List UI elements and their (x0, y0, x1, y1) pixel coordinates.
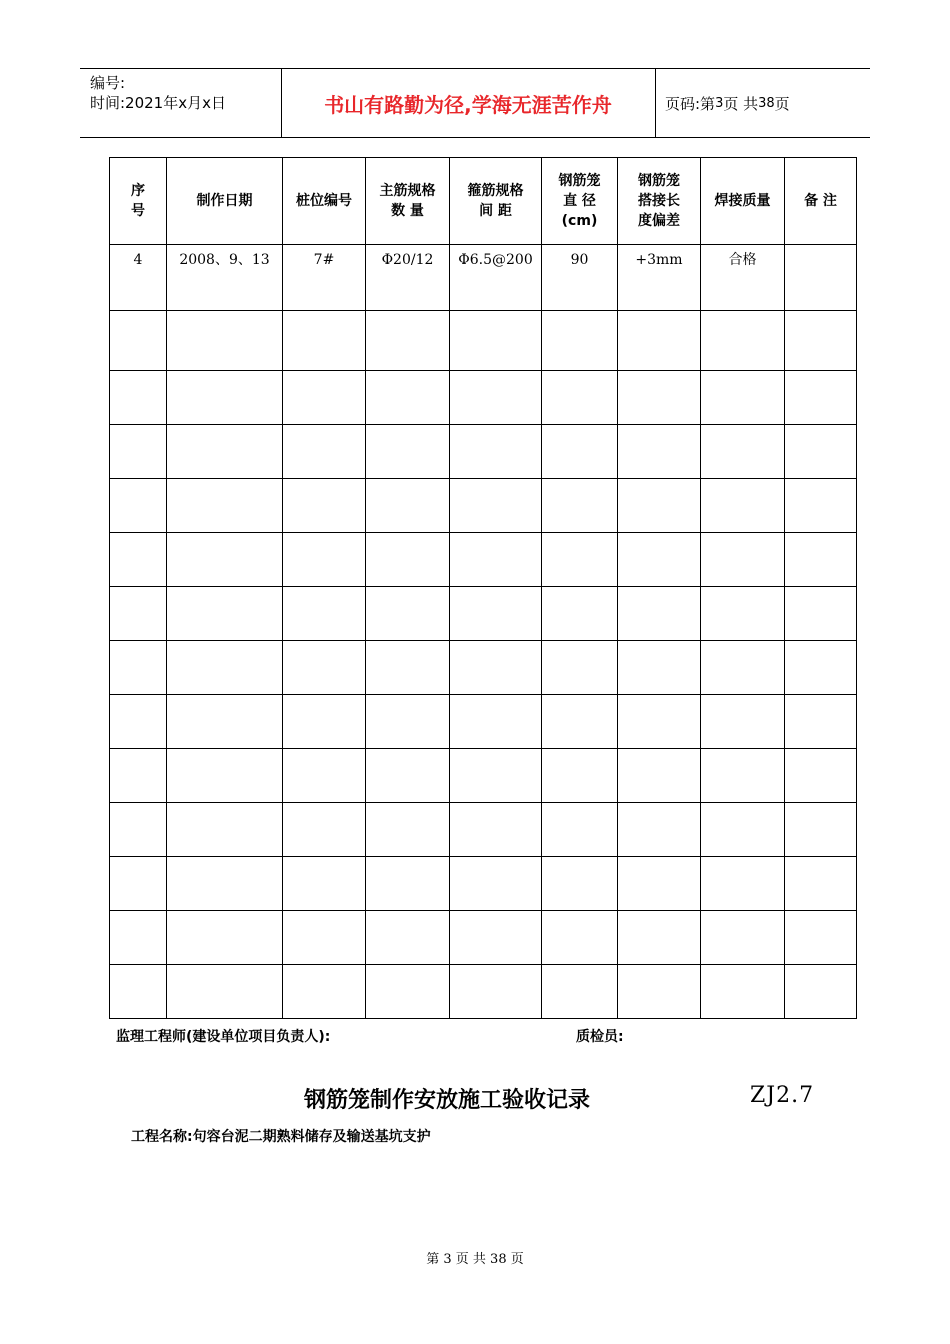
table-cell: 合格 (701, 245, 785, 311)
page-header (80, 68, 870, 138)
table-cell (618, 749, 701, 803)
table-cell (450, 641, 542, 695)
column-header (110, 158, 167, 245)
table-cell (110, 371, 167, 425)
inspector-signature-label: 质检员: (576, 1029, 624, 1045)
column-header-line: 号 (131, 203, 145, 219)
table-cell (366, 749, 450, 803)
column-header-line: 序 (131, 183, 145, 199)
table-cell (618, 425, 701, 479)
table-cell (618, 533, 701, 587)
table-cell (618, 371, 701, 425)
table-cell (701, 965, 785, 1019)
table-cell (701, 641, 785, 695)
table-cell (167, 311, 283, 371)
table-cell (785, 533, 857, 587)
column-header-line: 箍筋规格 (467, 183, 524, 199)
column-header-line: 间 距 (479, 203, 512, 219)
table-row (110, 803, 857, 857)
table-cell (366, 311, 450, 371)
table-cell (283, 911, 366, 965)
table-cell (701, 533, 785, 587)
column-header (542, 158, 618, 245)
table-cell (450, 533, 542, 587)
table-cell (110, 425, 167, 479)
column-header-line: 搭接长 (638, 193, 680, 209)
table-cell (366, 965, 450, 1019)
table-cell (618, 857, 701, 911)
table-cell (110, 695, 167, 749)
table-cell (542, 641, 618, 695)
table-cell (785, 311, 857, 371)
column-header (618, 158, 701, 245)
table-row (110, 641, 857, 695)
table-cell (785, 695, 857, 749)
table-cell (283, 425, 366, 479)
table-cell (450, 749, 542, 803)
table-cell (167, 857, 283, 911)
table-cell (785, 965, 857, 1019)
supervisor-signature-label: 监理工程师(建设单位项目负责人): (116, 1029, 331, 1045)
table-cell (785, 857, 857, 911)
table-cell (366, 479, 450, 533)
table-cell (618, 803, 701, 857)
table-cell (283, 641, 366, 695)
table-cell (110, 587, 167, 641)
page-number: 3 (715, 95, 724, 111)
page-total: 38 (758, 95, 775, 111)
table-cell (283, 479, 366, 533)
page-suffix: 页 (774, 94, 790, 113)
table-cell (167, 911, 283, 965)
column-header-line: 度偏差 (638, 213, 680, 229)
table-cell (366, 857, 450, 911)
table-cell (618, 695, 701, 749)
table-cell (785, 749, 857, 803)
table-cell (542, 857, 618, 911)
form-code: ZJ2.7 (750, 1083, 815, 1108)
table-cell (542, 587, 618, 641)
header-divider (655, 69, 656, 137)
table-cell (450, 857, 542, 911)
column-header-line: 焊接质量 (714, 193, 771, 209)
table-cell (542, 371, 618, 425)
table-cell (618, 311, 701, 371)
table-cell (701, 695, 785, 749)
table-cell (542, 749, 618, 803)
table-cell (542, 695, 618, 749)
table-cell (450, 479, 542, 533)
table-cell (542, 533, 618, 587)
column-header-line: 直 径 (563, 193, 596, 209)
table-cell (283, 533, 366, 587)
table-cell (167, 533, 283, 587)
table-row (110, 371, 857, 425)
table-cell (110, 641, 167, 695)
table-cell (110, 965, 167, 1019)
table-header-row (110, 158, 857, 245)
number-label: 编号: (90, 74, 126, 92)
table-cell (110, 311, 167, 371)
table-row (110, 911, 857, 965)
table-cell (618, 965, 701, 1019)
table-cell (785, 911, 857, 965)
table-cell (110, 533, 167, 587)
table-cell (542, 311, 618, 371)
column-header-line: 数 量 (391, 203, 424, 219)
table-cell (701, 425, 785, 479)
table-cell (110, 857, 167, 911)
table-cell (542, 479, 618, 533)
page-footer: 第 3 页 共 38 页 (426, 1252, 524, 1267)
table-row (110, 533, 857, 587)
table-cell (618, 641, 701, 695)
table-cell: +3mm (618, 245, 701, 311)
column-header (167, 158, 283, 245)
table-cell (450, 695, 542, 749)
table-cell (283, 857, 366, 911)
table-cell (167, 479, 283, 533)
table-cell (785, 803, 857, 857)
table-cell (701, 479, 785, 533)
table-cell (785, 245, 857, 311)
column-header-line: 制作日期 (196, 193, 253, 209)
table-cell (366, 911, 450, 965)
table-cell (701, 587, 785, 641)
column-header-line: 备 注 (804, 193, 837, 209)
table-cell: 4 (110, 245, 167, 311)
table-cell (701, 749, 785, 803)
table-cell (366, 641, 450, 695)
table-cell: Φ20/12 (366, 245, 450, 311)
table-row (110, 479, 857, 533)
table-cell (450, 371, 542, 425)
table-cell (366, 587, 450, 641)
table-cell (167, 587, 283, 641)
inspection-table (109, 157, 857, 1019)
table-cell (366, 695, 450, 749)
table-cell (450, 803, 542, 857)
table-cell (785, 587, 857, 641)
table-cell: 90 (542, 245, 618, 311)
table-cell (542, 911, 618, 965)
table-cell: 7# (283, 245, 366, 311)
table-cell (450, 587, 542, 641)
column-header-line: 主筋规格 (379, 183, 436, 199)
table-cell (110, 803, 167, 857)
table-cell (785, 371, 857, 425)
table-cell (110, 749, 167, 803)
table-cell (701, 803, 785, 857)
table-cell (283, 311, 366, 371)
column-header (701, 158, 785, 245)
column-header (450, 158, 542, 245)
page-mid: 页 共 (723, 94, 759, 113)
table-cell (366, 533, 450, 587)
table-cell (618, 587, 701, 641)
header-meta (90, 73, 226, 113)
table-row (110, 857, 857, 911)
table-cell (366, 803, 450, 857)
table-row (110, 965, 857, 1019)
table-cell (283, 965, 366, 1019)
table-cell (450, 911, 542, 965)
table-row (110, 695, 857, 749)
project-name: 工程名称:句容台泥二期熟料储存及输送基坑支护 (131, 1129, 431, 1145)
table-cell (167, 371, 283, 425)
table-cell (450, 311, 542, 371)
table-cell (542, 803, 618, 857)
table-cell (283, 803, 366, 857)
header-page-info (665, 69, 790, 137)
table-cell (283, 695, 366, 749)
column-header-line: (cm) (561, 213, 598, 229)
table-cell (701, 857, 785, 911)
table-cell: Φ6.5@200 (450, 245, 542, 311)
table-row (110, 749, 857, 803)
page-prefix: 页码:第 (665, 94, 716, 113)
table-row (110, 245, 857, 311)
table-cell (542, 425, 618, 479)
table-cell (110, 911, 167, 965)
table-cell (110, 479, 167, 533)
column-header-line: 钢筋笼 (638, 173, 680, 189)
table-cell (167, 425, 283, 479)
table-cell (167, 695, 283, 749)
table-cell (701, 311, 785, 371)
table-cell (167, 749, 283, 803)
table-row (110, 311, 857, 371)
column-header-line: 钢筋笼 (558, 173, 601, 189)
column-header (283, 158, 366, 245)
table-cell (167, 803, 283, 857)
table-cell (450, 425, 542, 479)
table-cell (366, 425, 450, 479)
table-cell (618, 911, 701, 965)
table-cell (283, 371, 366, 425)
table-row (110, 425, 857, 479)
table-cell: 2008、9、13 (167, 245, 283, 311)
table-cell (785, 641, 857, 695)
table-row (110, 587, 857, 641)
table-cell (785, 479, 857, 533)
form-title: 钢筋笼制作安放施工验收记录 (304, 1088, 591, 1113)
table-cell (366, 371, 450, 425)
column-header (785, 158, 857, 245)
table-cell (618, 479, 701, 533)
table-cell (785, 425, 857, 479)
time-label: 时间:2021年x月x日 (90, 94, 226, 112)
table-cell (283, 749, 366, 803)
table-cell (701, 911, 785, 965)
table-cell (450, 965, 542, 1019)
table-cell (167, 965, 283, 1019)
table-cell (701, 371, 785, 425)
table-cell (283, 587, 366, 641)
column-header-line: 桩位编号 (296, 193, 352, 209)
table-cell (542, 965, 618, 1019)
header-slogan: 书山有路勤为径,学海无涯苦作舟 (324, 92, 612, 117)
table-cell (167, 641, 283, 695)
column-header (366, 158, 450, 245)
